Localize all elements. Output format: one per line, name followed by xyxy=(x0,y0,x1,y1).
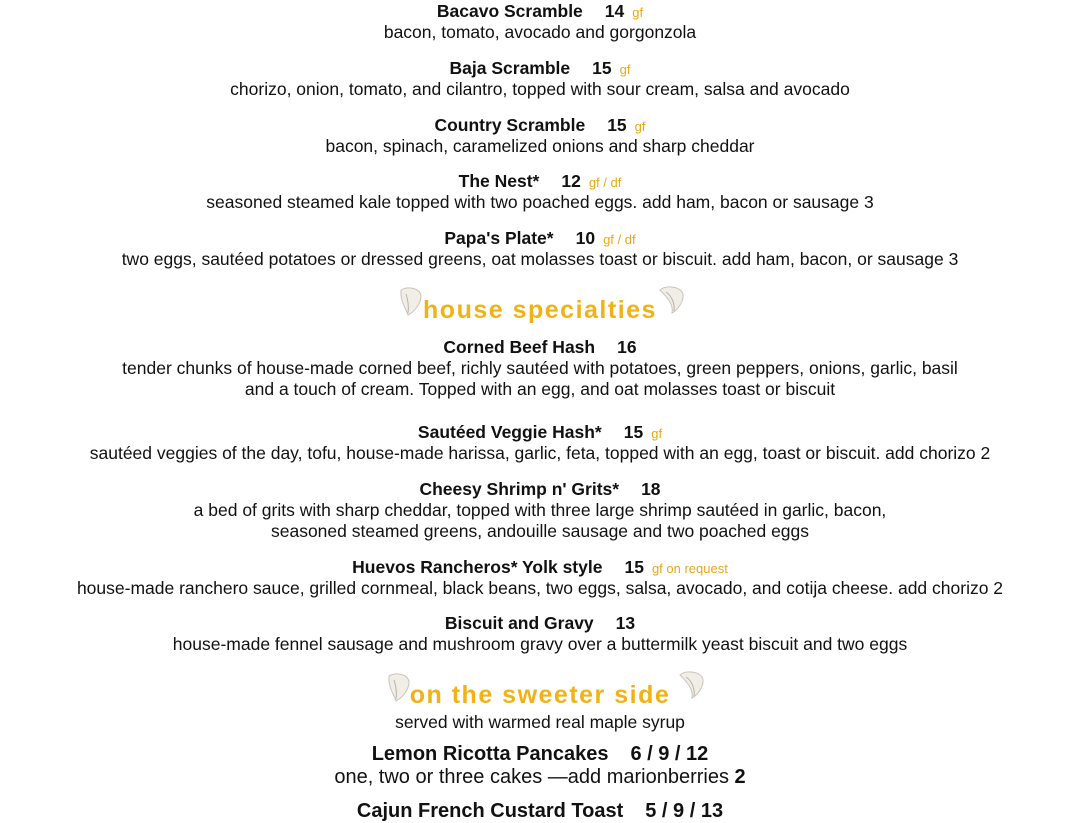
item-description: a bed of grits with sharp cheddar, topped with three large shrimp sautéed in garlic, bacon, xyxy=(193,500,887,520)
item-title: Papa's Plate* 10 gf / df xyxy=(444,228,636,248)
item-description: bacon, spinach, caramelized onions and sharp cheddar xyxy=(325,136,755,156)
section-subtitle: served with warmed real maple syrup xyxy=(395,712,685,732)
shell-right-icon xyxy=(656,284,686,314)
item-description: seasoned steamed greens, andouille sausage and two poached eggs xyxy=(270,521,810,541)
section-heading-sweeter-side: on the sweeter side xyxy=(409,681,671,709)
item-title: Biscuit and Gravy 13 xyxy=(444,613,636,633)
item-description: house-made fennel sausage and mushroom gravy over a buttermilk yeast biscuit and two eggs xyxy=(172,634,908,654)
shell-right-icon xyxy=(676,669,706,699)
item-description: one, two or three cakes —add marionberries 2 xyxy=(334,766,746,788)
item-description: house-made ranchero sauce, grilled cornmeal, black beans, two eggs, salsa, avocado, and cotija cheese. add chorizo 2 xyxy=(76,578,1004,598)
item-title: The Nest* 12 gf / df xyxy=(458,171,622,191)
item-title: Cajun French Custard Toast 5 / 9 / 13 xyxy=(356,800,724,822)
item-title: Sautéed Veggie Hash* 15 gf xyxy=(417,422,663,442)
item-description: bacon, tomato, avocado and gorgonzola xyxy=(383,22,697,42)
item-title: Corned Beef Hash 16 xyxy=(443,337,637,357)
item-description: sautéed veggies of the day, tofu, house-made harissa, garlic, feta, topped with an egg, toast or biscuit. add chorizo 2 xyxy=(89,443,991,463)
item-title: Lemon Ricotta Pancakes 6 / 9 / 12 xyxy=(371,743,709,765)
item-description: two eggs, sautéed potatoes or dressed greens, oat molasses toast or biscuit. add ham, bacon, or sausage 3 xyxy=(121,249,959,269)
item-description: and a touch of cream. Topped with an egg, and oat molasses toast or biscuit xyxy=(244,379,836,399)
item-title: Cheesy Shrimp n' Grits* 18 xyxy=(419,479,661,499)
item-title: Bacavo Scramble 14 gf xyxy=(436,1,644,21)
item-title: Huevos Rancheros* Yolk style 15 gf on request xyxy=(352,557,728,577)
item-description: tender chunks of house-made corned beef, richly sautéed with potatoes, green peppers, onions, garlic, basil xyxy=(122,358,958,378)
item-description: chorizo, onion, tomato, and cilantro, topped with sour cream, salsa and avocado xyxy=(230,79,850,99)
section-heading-house-specialties: house specialties xyxy=(423,296,657,324)
item-title: Baja Scramble 15 gf xyxy=(449,58,631,78)
item-description: seasoned steamed kale topped with two poached eggs. add ham, bacon or sausage 3 xyxy=(206,192,874,212)
item-title: Country Scramble 15 gf xyxy=(434,115,646,135)
